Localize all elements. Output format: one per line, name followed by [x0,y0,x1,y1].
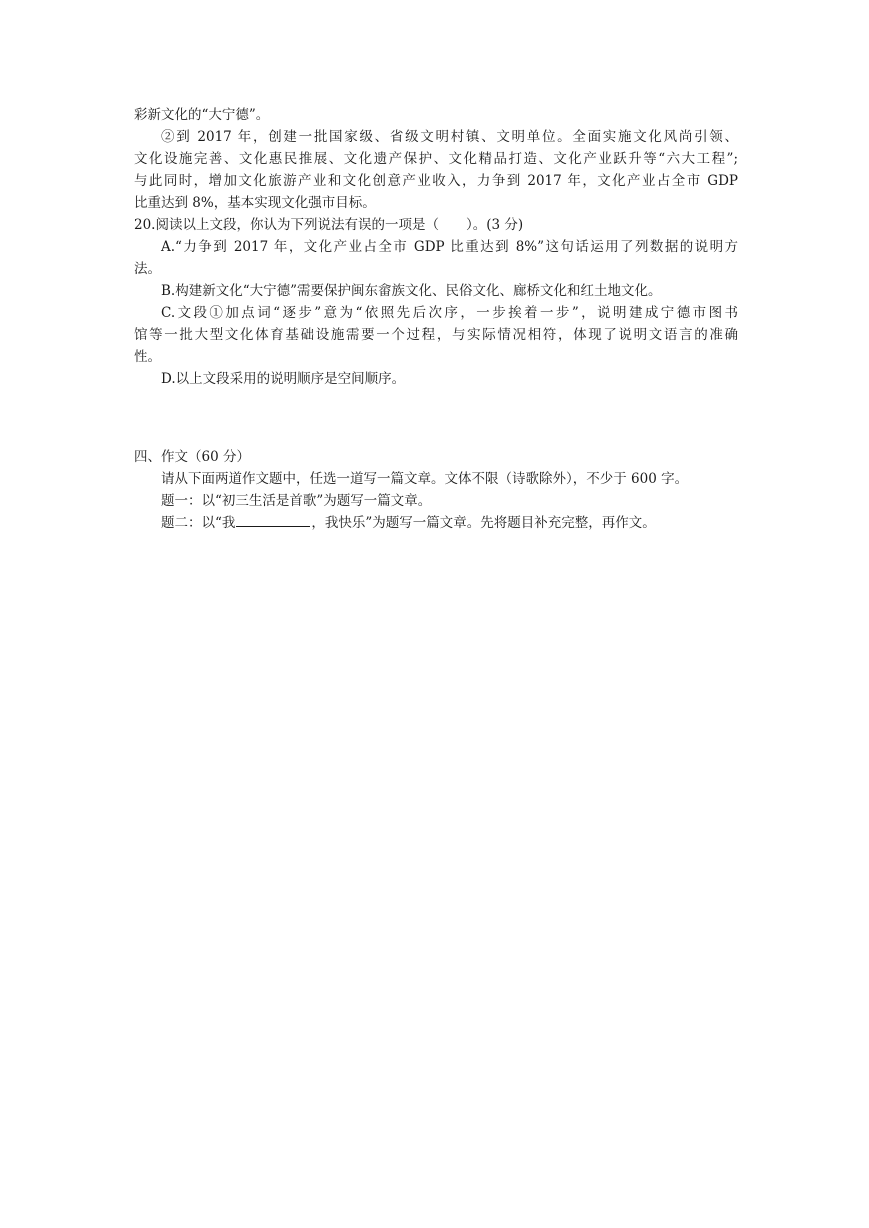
option-b: B.构建新文化“大宁德”需要保护闽东畲族文化、民俗文化、廊桥文化和红土地文化。 [161,283,662,299]
composition-topic-1: 题一：以“初三生活是首歌”为题写一篇文章。 [161,493,432,509]
topic-2-prefix: 题二：以“我 [161,515,236,531]
passage-continued [134,104,738,214]
option-c-line2: 馆等一批大型文化体育基础设施需要一个过程，与实际情况相符，体现了说明文语言的准确 [134,327,738,343]
passage-para2-line3: 与此同时，增加文化旅游产业和文化创意产业收入，力争到 2017 年，文化产业占全市 GDP [134,173,738,189]
option-a-line1: A.“力争到 2017 年，文化产业占全市 GDP 比重达到 8%”这句话运用了列数据的说明方 [161,239,738,255]
topic-2-suffix: ，我快乐”为题写一篇文章。先将题目补充完整，再作文。 [311,515,656,531]
option-d: D.以上文段采用的说明顺序是空间顺序。 [161,371,406,387]
passage-line-top: 彩新文化的“大宁德”。 [134,107,270,123]
composition-section [134,446,738,534]
option-c-line1: C.文段①加点词“逐步”意为“依照先后次序，一步挨着一步”，说明建成宁德市图书 [161,305,738,321]
question-20 [134,214,738,390]
question-20-stem: 20.阅读以上文段，你认为下列说法有误的一项是（ ）。(3 分) [134,217,524,233]
option-c-line3: 性。 [134,349,161,365]
composition-topic-2 [134,512,738,534]
composition-instruction: 请从下面两道作文题中，任选一道写一篇文章。文体不限（诗歌除外），不少于 600 字。 [161,471,689,487]
fill-in-blank [236,512,310,527]
passage-para2-line2: 文化设施完善、文化惠民推展、文化遗产保护、文化精品打造、文化产业跃升等“六大工程”; [134,151,738,167]
composition-heading: 四、作文（60 分） [134,449,250,465]
passage-para2-line1: ②到 2017 年，创建一批国家级、省级文明村镇、文明单位。全面实施文化风尚引领、 [161,129,738,145]
option-a-line2: 法。 [134,261,161,277]
passage-para2-line4: 比重达到 8%，基本实现文化强市目标。 [134,195,376,211]
